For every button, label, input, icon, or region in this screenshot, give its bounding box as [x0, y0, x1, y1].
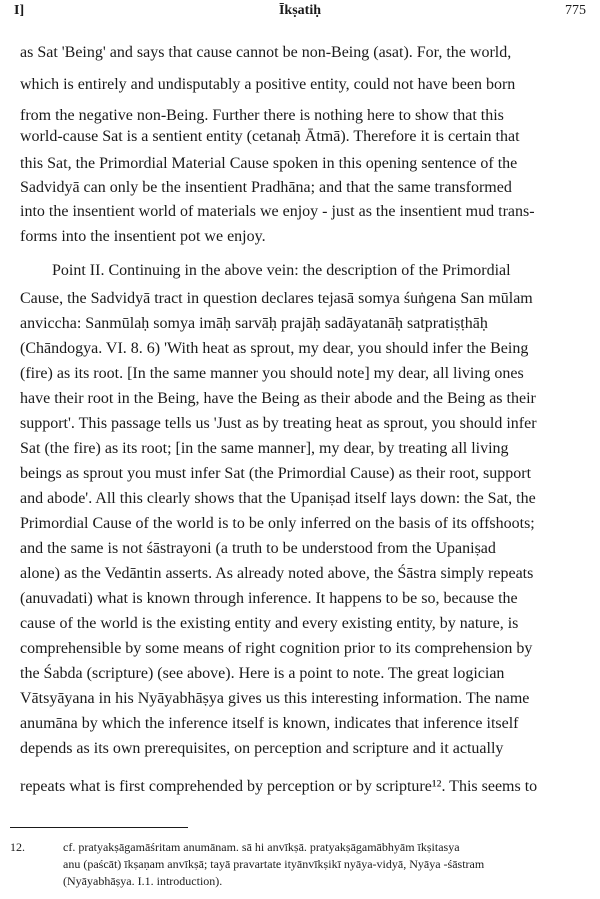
body-line: Primordial Cause of the world is to be only inferred on the basis of its offshoots; — [20, 515, 535, 532]
body-line: have their root in the Being, have the Being as their abode and the Being as their — [20, 390, 536, 407]
body-line: which is entirely and undisputably a positive entity, could not have been born — [20, 76, 516, 93]
body-line: from the negative non-Being. Further there is nothing here to show that this — [20, 107, 504, 124]
body-line: and the same is not śāstrayoni (a truth to be understood from the Upaniṣad — [20, 540, 496, 557]
body-line: cause of the world is the existing entity and every existing entity, by nature, is — [20, 615, 519, 632]
body-line: repeats what is first comprehended by perception or by scripture¹². This seems to — [20, 778, 538, 795]
footnote-divider — [10, 827, 188, 828]
body-line: Vātsyāyana in his Nyāyabhāṣya gives us this interesting information. The name — [20, 690, 530, 707]
body-line: anumāna by which the inference itself is known, indicates that inference itself — [20, 715, 519, 732]
chapter-marker: I] — [14, 3, 25, 18]
page-title: Īkṣatiḥ — [278, 3, 322, 18]
body-line: and abode'. All this clearly shows that the Upaniṣad itself lays down: the Sat, the — [20, 490, 536, 507]
footnote-line: (Nyāyabhāṣya. I.1. introduction). — [63, 874, 223, 888]
body-line: Sadvidyā can only be the insentient Pradhāna; and that the same transformed — [20, 179, 512, 196]
body-line: comprehensible by some means of right cognition prior to its comprehension by — [20, 640, 533, 657]
footnote-line: anu (paścāt) īkṣaṇam anvīkṣā; tayā pravartate ityānvīkṣikī nyāya-vidyā, Nyāya -śāstram — [63, 857, 485, 871]
body-line: this Sat, the Primordial Material Cause spoken in this opening sentence of the — [20, 155, 518, 172]
body-line: world-cause Sat is a sentient entity (cetanaḥ Ātmā). Therefore it is certain that — [20, 128, 520, 145]
body-line: into the insentient world of materials we enjoy - just as the insentient mud trans- — [20, 203, 535, 220]
body-line: anviccha: Sanmūlaḥ somya imāḥ sarvāḥ prajāḥ sadāyatanāḥ satpratiṣṭhāḥ — [20, 315, 488, 332]
footnote-line: cf. pratyakṣāgamāśritam anumānam. sā hi anvīkṣā. pratyakṣāgamābhyām īkṣitasya — [63, 840, 460, 854]
body-line: Cause, the Sadvidyā tract in question declares tejasā somya śuṅgena San mūlam — [20, 290, 533, 307]
footnote-number: 12. — [10, 840, 25, 854]
body-line: the Śabda (scripture) (see above). Here is a point to note. The great logician — [20, 665, 505, 682]
body-line: support'. This passage tells us 'Just as by treating heat as sprout, you should infer — [20, 415, 537, 432]
page-header — [0, 0, 600, 30]
body-line: beings as sprout you must infer Sat (the Primordial Cause) as their root, support — [20, 465, 532, 482]
body-line: depends as its own prerequisites, on perception and scripture and it actually — [20, 740, 504, 757]
body-line: (Chāndogya. VI. 8. 6) 'With heat as sprout, my dear, you should infer the Being — [20, 340, 529, 357]
body-line: as Sat 'Being' and says that cause cannot be non-Being (asat). For, the world, — [20, 44, 512, 61]
body-line: (anuvadati) what is known through inference. It happens to be so, because the — [20, 590, 518, 607]
body-line: (fire) as its root. [In the same manner you should note] my dear, all living ones — [20, 365, 524, 382]
page-number: 775 — [565, 3, 586, 18]
body-line: alone) as the Vedāntin asserts. As already noted above, the Śāstra simply repeats — [20, 565, 534, 582]
body-line: Point II. Continuing in the above vein: the description of the Primordial — [52, 262, 511, 279]
body-line: forms into the insentient pot we enjoy. — [20, 228, 266, 245]
body-line: Sat (the fire) as its root; [in the same manner], my dear, by treating all living — [20, 440, 509, 457]
